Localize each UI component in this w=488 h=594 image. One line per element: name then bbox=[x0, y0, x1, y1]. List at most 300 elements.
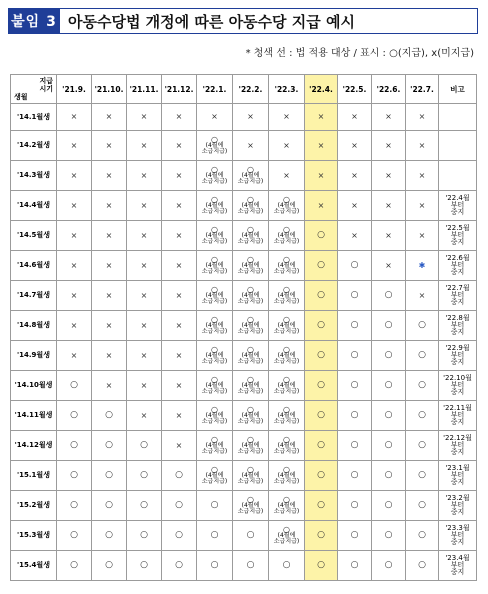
x-mark: × bbox=[247, 140, 254, 150]
cell-paid bbox=[305, 431, 338, 461]
cell-paid bbox=[406, 371, 439, 401]
retroactive-text: (4월에 bbox=[205, 321, 224, 329]
cell-paid bbox=[92, 491, 127, 521]
retroactive-text: (4월에 bbox=[241, 261, 260, 269]
column-header: '22.5. bbox=[338, 75, 372, 104]
x-mark: × bbox=[105, 320, 113, 330]
cell-not-paid bbox=[127, 131, 162, 161]
circle-mark: ○ bbox=[283, 524, 290, 534]
cell-paid-retroactive bbox=[269, 281, 305, 311]
retroactive-note bbox=[197, 226, 232, 246]
retroactive-note bbox=[197, 286, 232, 306]
cell-paid-retroactive bbox=[233, 401, 269, 431]
circle-mark: ○ bbox=[384, 380, 393, 390]
cell-not-paid bbox=[372, 251, 406, 281]
x-mark: × bbox=[317, 200, 325, 210]
cell-not-paid bbox=[406, 161, 439, 191]
retroactive-note bbox=[269, 286, 304, 306]
circle-mark: ○ bbox=[384, 410, 393, 420]
cell-paid-retroactive bbox=[269, 491, 305, 521]
row-label: '14.8월생 bbox=[11, 311, 57, 341]
retroactive-text: (4월에 bbox=[277, 321, 296, 329]
retroactive-note bbox=[269, 526, 304, 546]
x-mark: × bbox=[70, 200, 78, 210]
table-row bbox=[11, 131, 477, 161]
circle-mark: ○ bbox=[418, 530, 426, 540]
x-mark: × bbox=[105, 350, 113, 360]
cell-not-paid bbox=[305, 104, 338, 131]
retroactive-note bbox=[197, 166, 232, 186]
retroactive-text: (4월에 bbox=[241, 231, 260, 239]
cell-not-paid bbox=[127, 161, 162, 191]
x-mark: × bbox=[283, 140, 290, 150]
circle-mark: ○ bbox=[247, 404, 254, 414]
cell-paid bbox=[338, 311, 372, 341]
x-mark: × bbox=[385, 230, 392, 240]
remark-line: 중지 bbox=[450, 568, 465, 576]
cell-paid bbox=[127, 461, 162, 491]
cell-not-paid bbox=[233, 104, 269, 131]
cell-paid bbox=[305, 341, 338, 371]
retroactive-text: 소급지급) bbox=[201, 208, 228, 215]
asterisk-mark: ✱ bbox=[418, 260, 426, 270]
cell-paid-retroactive bbox=[197, 431, 233, 461]
cell-not-paid bbox=[162, 371, 197, 401]
cell-not-paid bbox=[57, 311, 92, 341]
retroactive-text: (4월에 bbox=[277, 261, 296, 269]
circle-mark: ○ bbox=[70, 470, 78, 480]
retroactive-text: 소급지급) bbox=[201, 178, 228, 185]
x-mark: × bbox=[351, 112, 358, 121]
row-label: '14.4월생 bbox=[11, 191, 57, 221]
x-mark: × bbox=[175, 440, 183, 450]
x-mark: × bbox=[140, 140, 148, 150]
retroactive-text: (4월에 bbox=[205, 261, 224, 269]
cell-paid-retroactive bbox=[269, 461, 305, 491]
circle-mark: ○ bbox=[140, 530, 148, 540]
cell-paid bbox=[338, 491, 372, 521]
row-label: '15.2월생 bbox=[11, 491, 57, 521]
retroactive-text: 소급지급) bbox=[273, 238, 300, 245]
remark-line: 부터 bbox=[450, 201, 465, 209]
row-label: '14.1월생 bbox=[11, 104, 57, 131]
x-mark: × bbox=[70, 230, 78, 240]
retroactive-note bbox=[233, 496, 268, 516]
cell-paid-retroactive bbox=[197, 131, 233, 161]
cell-paid bbox=[406, 311, 439, 341]
circle-mark: ○ bbox=[317, 560, 325, 570]
cell-paid bbox=[305, 371, 338, 401]
table-row bbox=[11, 311, 477, 341]
cell-not-paid bbox=[57, 341, 92, 371]
table-row bbox=[11, 371, 477, 401]
retroactive-text: (4월에 bbox=[277, 501, 296, 509]
circle-mark: ○ bbox=[283, 374, 290, 384]
x-mark: × bbox=[385, 200, 392, 210]
cell-not-paid bbox=[162, 401, 197, 431]
retroactive-note bbox=[269, 196, 304, 216]
table-row bbox=[11, 461, 477, 491]
payment-table bbox=[10, 74, 477, 581]
circle-mark: ○ bbox=[418, 560, 426, 570]
retroactive-text: 소급지급) bbox=[237, 418, 264, 425]
cell-paid-retroactive bbox=[197, 161, 233, 191]
cell-not-paid bbox=[406, 281, 439, 311]
retroactive-text: 소급지급) bbox=[237, 238, 264, 245]
cell-not-paid bbox=[57, 104, 92, 131]
column-header: '22.2. bbox=[233, 75, 269, 104]
cell-paid-retroactive bbox=[233, 371, 269, 401]
circle-mark: ○ bbox=[350, 260, 359, 270]
circle-mark: ○ bbox=[317, 320, 325, 330]
cell-not-paid bbox=[127, 281, 162, 311]
retroactive-note bbox=[197, 376, 232, 396]
cell-not-paid bbox=[233, 131, 269, 161]
x-mark: × bbox=[175, 380, 183, 390]
cell-not-paid bbox=[406, 131, 439, 161]
retroactive-note bbox=[233, 166, 268, 186]
cell-not-paid bbox=[269, 104, 305, 131]
retroactive-text: 소급지급) bbox=[273, 418, 300, 425]
x-mark: × bbox=[385, 112, 392, 121]
retroactive-note bbox=[269, 406, 304, 426]
circle-mark: ○ bbox=[282, 560, 291, 570]
circle-mark: ○ bbox=[384, 530, 393, 540]
x-mark: × bbox=[140, 320, 148, 330]
cell-not-paid bbox=[92, 161, 127, 191]
retroactive-note bbox=[269, 346, 304, 366]
circle-mark: ○ bbox=[384, 290, 393, 300]
x-mark: × bbox=[211, 112, 218, 121]
retroactive-note bbox=[269, 496, 304, 516]
circle-mark: ○ bbox=[350, 380, 359, 390]
x-mark: × bbox=[351, 170, 358, 180]
page-title: 아동수당법 개정에 따른 아동수당 지급 예시 bbox=[60, 8, 478, 34]
table-row bbox=[11, 491, 477, 521]
cell-not-paid bbox=[372, 131, 406, 161]
circle-mark: ○ bbox=[350, 440, 359, 450]
retroactive-text: (4월에 bbox=[205, 441, 224, 449]
cell-paid bbox=[372, 281, 406, 311]
cell-paid bbox=[406, 401, 439, 431]
cell-paid bbox=[372, 491, 406, 521]
circle-mark: ○ bbox=[283, 224, 290, 234]
cell-paid bbox=[162, 461, 197, 491]
retroactive-note bbox=[197, 256, 232, 276]
x-mark: × bbox=[351, 230, 358, 240]
retroactive-text: (4월에 bbox=[241, 441, 260, 449]
circle-mark: ○ bbox=[70, 440, 78, 450]
circle-mark: ○ bbox=[384, 350, 393, 360]
row-remark bbox=[439, 251, 477, 281]
retroactive-text: (4월에 bbox=[205, 471, 224, 479]
cell-paid bbox=[197, 491, 233, 521]
x-mark: × bbox=[140, 380, 148, 390]
cell-paid-retroactive bbox=[233, 311, 269, 341]
remark-line: 중지 bbox=[450, 388, 465, 396]
retroactive-note bbox=[269, 466, 304, 486]
cell-paid-retroactive bbox=[233, 251, 269, 281]
cell-not-paid bbox=[92, 131, 127, 161]
cell-not-paid bbox=[57, 281, 92, 311]
column-header: '22.3. bbox=[269, 75, 305, 104]
cell-not-paid bbox=[92, 104, 127, 131]
cell-paid-retroactive bbox=[233, 191, 269, 221]
cell-paid-retroactive bbox=[233, 281, 269, 311]
x-mark: × bbox=[175, 290, 183, 300]
x-mark: × bbox=[317, 170, 325, 180]
cell-not-paid bbox=[162, 431, 197, 461]
row-remark bbox=[439, 431, 477, 461]
retroactive-note bbox=[233, 436, 268, 456]
cell-paid bbox=[305, 551, 338, 581]
retroactive-text: (4월에 bbox=[241, 471, 260, 479]
row-remark bbox=[439, 281, 477, 311]
row-remark bbox=[439, 221, 477, 251]
retroactive-text: 소급지급) bbox=[273, 358, 300, 365]
cell-not-paid bbox=[127, 371, 162, 401]
retroactive-text: 소급지급) bbox=[237, 268, 264, 275]
retroactive-note bbox=[233, 256, 268, 276]
x-mark: × bbox=[140, 410, 148, 420]
circle-mark: ○ bbox=[247, 284, 254, 294]
remark-line: 중지 bbox=[450, 418, 465, 426]
x-mark: × bbox=[418, 112, 426, 121]
retroactive-text: 소급지급) bbox=[237, 208, 264, 215]
remark-line: 부터 bbox=[450, 471, 465, 479]
x-mark: × bbox=[175, 320, 183, 330]
cell-paid bbox=[372, 371, 406, 401]
circle-mark: ○ bbox=[317, 260, 325, 270]
cell-paid-retroactive bbox=[269, 401, 305, 431]
cell-paid bbox=[127, 431, 162, 461]
table-row bbox=[11, 521, 477, 551]
circle-mark: ○ bbox=[317, 500, 325, 510]
x-mark: × bbox=[140, 290, 148, 300]
remark-line: 중지 bbox=[450, 358, 465, 366]
x-mark: × bbox=[351, 140, 358, 150]
cell-paid-retroactive bbox=[269, 341, 305, 371]
circle-mark: ○ bbox=[247, 434, 254, 444]
circle-mark: ○ bbox=[211, 404, 218, 414]
corner-bottom-label: 생월 bbox=[14, 93, 28, 101]
circle-mark: ○ bbox=[350, 530, 359, 540]
retroactive-text: 소급지급) bbox=[273, 328, 300, 335]
x-mark: × bbox=[140, 230, 148, 240]
retroactive-text: 소급지급) bbox=[273, 448, 300, 455]
column-header: '21.10. bbox=[92, 75, 127, 104]
cell-not-paid bbox=[338, 191, 372, 221]
retroactive-text: (4월에 bbox=[241, 201, 260, 209]
circle-mark: ○ bbox=[418, 470, 426, 480]
retroactive-note bbox=[233, 196, 268, 216]
cell-not-paid bbox=[92, 281, 127, 311]
retroactive-text: (4월에 bbox=[241, 381, 260, 389]
cell-paid bbox=[305, 311, 338, 341]
remark-line: '23.2월 bbox=[445, 494, 470, 502]
retroactive-note bbox=[233, 226, 268, 246]
attachment-badge: 붙임 3 bbox=[8, 8, 60, 34]
remark-line: 중지 bbox=[450, 298, 465, 306]
circle-mark: ○ bbox=[350, 410, 359, 420]
remark-line: 중지 bbox=[450, 538, 465, 546]
x-mark: × bbox=[418, 290, 426, 300]
cell-paid bbox=[269, 551, 305, 581]
cell-not-paid bbox=[372, 104, 406, 131]
circle-mark: ○ bbox=[283, 494, 290, 504]
remark-line: 중지 bbox=[450, 508, 465, 516]
retroactive-text: 소급지급) bbox=[237, 508, 264, 515]
circle-mark: ○ bbox=[247, 224, 254, 234]
cell-paid bbox=[338, 521, 372, 551]
cell-paid bbox=[305, 251, 338, 281]
remark-line: '23.4월 bbox=[445, 554, 470, 562]
circle-mark: ○ bbox=[175, 470, 183, 480]
circle-mark: ○ bbox=[418, 320, 426, 330]
circle-mark: ○ bbox=[350, 500, 359, 510]
circle-mark: ○ bbox=[140, 440, 148, 450]
cell-not-paid bbox=[162, 191, 197, 221]
row-remark bbox=[439, 341, 477, 371]
retroactive-note bbox=[233, 376, 268, 396]
retroactive-text: (4월에 bbox=[277, 411, 296, 419]
x-mark: × bbox=[105, 260, 113, 270]
remark-line: 부터 bbox=[450, 501, 465, 509]
cell-paid-retroactive bbox=[197, 401, 233, 431]
x-mark: × bbox=[140, 170, 148, 180]
x-mark: × bbox=[175, 170, 183, 180]
cell-paid-retroactive bbox=[269, 191, 305, 221]
retroactive-text: 소급지급) bbox=[201, 238, 228, 245]
row-label: '14.6월생 bbox=[11, 251, 57, 281]
x-mark: × bbox=[70, 170, 78, 180]
circle-mark: ○ bbox=[210, 500, 219, 510]
x-mark: × bbox=[418, 140, 426, 150]
retroactive-text: (4월에 bbox=[241, 171, 260, 179]
cell-paid-retroactive bbox=[269, 221, 305, 251]
circle-mark: ○ bbox=[246, 530, 255, 540]
retroactive-text: (4월에 bbox=[241, 411, 260, 419]
cell-paid bbox=[92, 551, 127, 581]
circle-mark: ○ bbox=[384, 320, 393, 330]
remark-line: '23.1월 bbox=[445, 464, 470, 472]
circle-mark: ○ bbox=[247, 464, 254, 474]
cell-not-paid bbox=[92, 221, 127, 251]
cell-paid bbox=[372, 401, 406, 431]
remark-line: 부터 bbox=[450, 351, 465, 359]
circle-mark: ○ bbox=[211, 344, 218, 354]
retroactive-text: 소급지급) bbox=[273, 508, 300, 515]
remark-line: 부터 bbox=[450, 441, 465, 449]
circle-mark: ○ bbox=[317, 290, 325, 300]
circle-mark: ○ bbox=[317, 530, 325, 540]
cell-not-paid bbox=[127, 191, 162, 221]
circle-mark: ○ bbox=[283, 434, 290, 444]
cell-paid bbox=[372, 521, 406, 551]
cell-not-paid bbox=[127, 341, 162, 371]
column-header-remark: 비고 bbox=[439, 75, 477, 104]
remark-line: '22.12월 bbox=[443, 434, 472, 442]
retroactive-text: (4월에 bbox=[205, 201, 224, 209]
cell-not-paid bbox=[127, 401, 162, 431]
x-mark: × bbox=[175, 112, 183, 121]
remark-line: '22.11월 bbox=[443, 404, 472, 412]
x-mark: × bbox=[175, 350, 183, 360]
circle-mark: ○ bbox=[418, 500, 426, 510]
table-row bbox=[11, 431, 477, 461]
cell-paid bbox=[406, 431, 439, 461]
column-header: '22.6. bbox=[372, 75, 406, 104]
cell-paid bbox=[127, 551, 162, 581]
retroactive-text: (4월에 bbox=[277, 201, 296, 209]
cell-paid-retroactive bbox=[269, 431, 305, 461]
x-mark: × bbox=[317, 112, 325, 121]
circle-mark: ○ bbox=[175, 560, 183, 570]
cell-paid bbox=[406, 521, 439, 551]
circle-mark: ○ bbox=[283, 194, 290, 204]
row-label: '15.1월생 bbox=[11, 461, 57, 491]
x-mark: × bbox=[247, 112, 254, 121]
remark-line: '22.5월 bbox=[445, 224, 470, 232]
cell-not-paid bbox=[92, 341, 127, 371]
circle-mark: ○ bbox=[211, 164, 218, 174]
circle-mark: ○ bbox=[384, 470, 393, 480]
column-header: '21.12. bbox=[162, 75, 197, 104]
table-row bbox=[11, 401, 477, 431]
retroactive-note bbox=[269, 316, 304, 336]
cell-paid bbox=[92, 461, 127, 491]
retroactive-text: (4월에 bbox=[277, 441, 296, 449]
cell-not-paid bbox=[269, 131, 305, 161]
legend-note: * 청색 선 : 법 적용 대상 / 표시 : ○(지급), x(미지급) bbox=[245, 48, 474, 59]
cell-not-paid bbox=[162, 281, 197, 311]
retroactive-text: (4월에 bbox=[277, 231, 296, 239]
circle-mark: ○ bbox=[211, 374, 218, 384]
row-label: '14.11월생 bbox=[11, 401, 57, 431]
x-mark: × bbox=[175, 230, 183, 240]
remark-line: 부터 bbox=[450, 381, 465, 389]
circle-mark: ○ bbox=[210, 530, 219, 540]
retroactive-text: (4월에 bbox=[277, 291, 296, 299]
circle-mark: ○ bbox=[175, 500, 183, 510]
retroactive-text: 소급지급) bbox=[201, 358, 228, 365]
remark-line: 중지 bbox=[450, 478, 465, 486]
retroactive-text: 소급지급) bbox=[237, 358, 264, 365]
cell-paid bbox=[92, 521, 127, 551]
x-mark: × bbox=[418, 200, 426, 210]
remark-line: 중지 bbox=[450, 238, 465, 246]
circle-mark: ○ bbox=[317, 410, 325, 420]
x-mark: × bbox=[283, 170, 290, 180]
x-mark: × bbox=[175, 410, 183, 420]
circle-mark: ○ bbox=[105, 470, 113, 480]
row-remark bbox=[439, 461, 477, 491]
row-remark bbox=[439, 371, 477, 401]
remark-line: 중지 bbox=[450, 328, 465, 336]
x-mark: × bbox=[317, 140, 325, 150]
table-body bbox=[11, 104, 477, 581]
circle-mark: ○ bbox=[70, 500, 78, 510]
cell-paid-retroactive bbox=[197, 281, 233, 311]
circle-mark: ○ bbox=[283, 314, 290, 324]
circle-mark: ○ bbox=[283, 464, 290, 474]
row-remark bbox=[439, 311, 477, 341]
row-label: '14.7월생 bbox=[11, 281, 57, 311]
row-label: '14.9월생 bbox=[11, 341, 57, 371]
circle-mark: ○ bbox=[384, 440, 393, 450]
retroactive-note bbox=[197, 196, 232, 216]
cell-paid-retroactive bbox=[233, 221, 269, 251]
